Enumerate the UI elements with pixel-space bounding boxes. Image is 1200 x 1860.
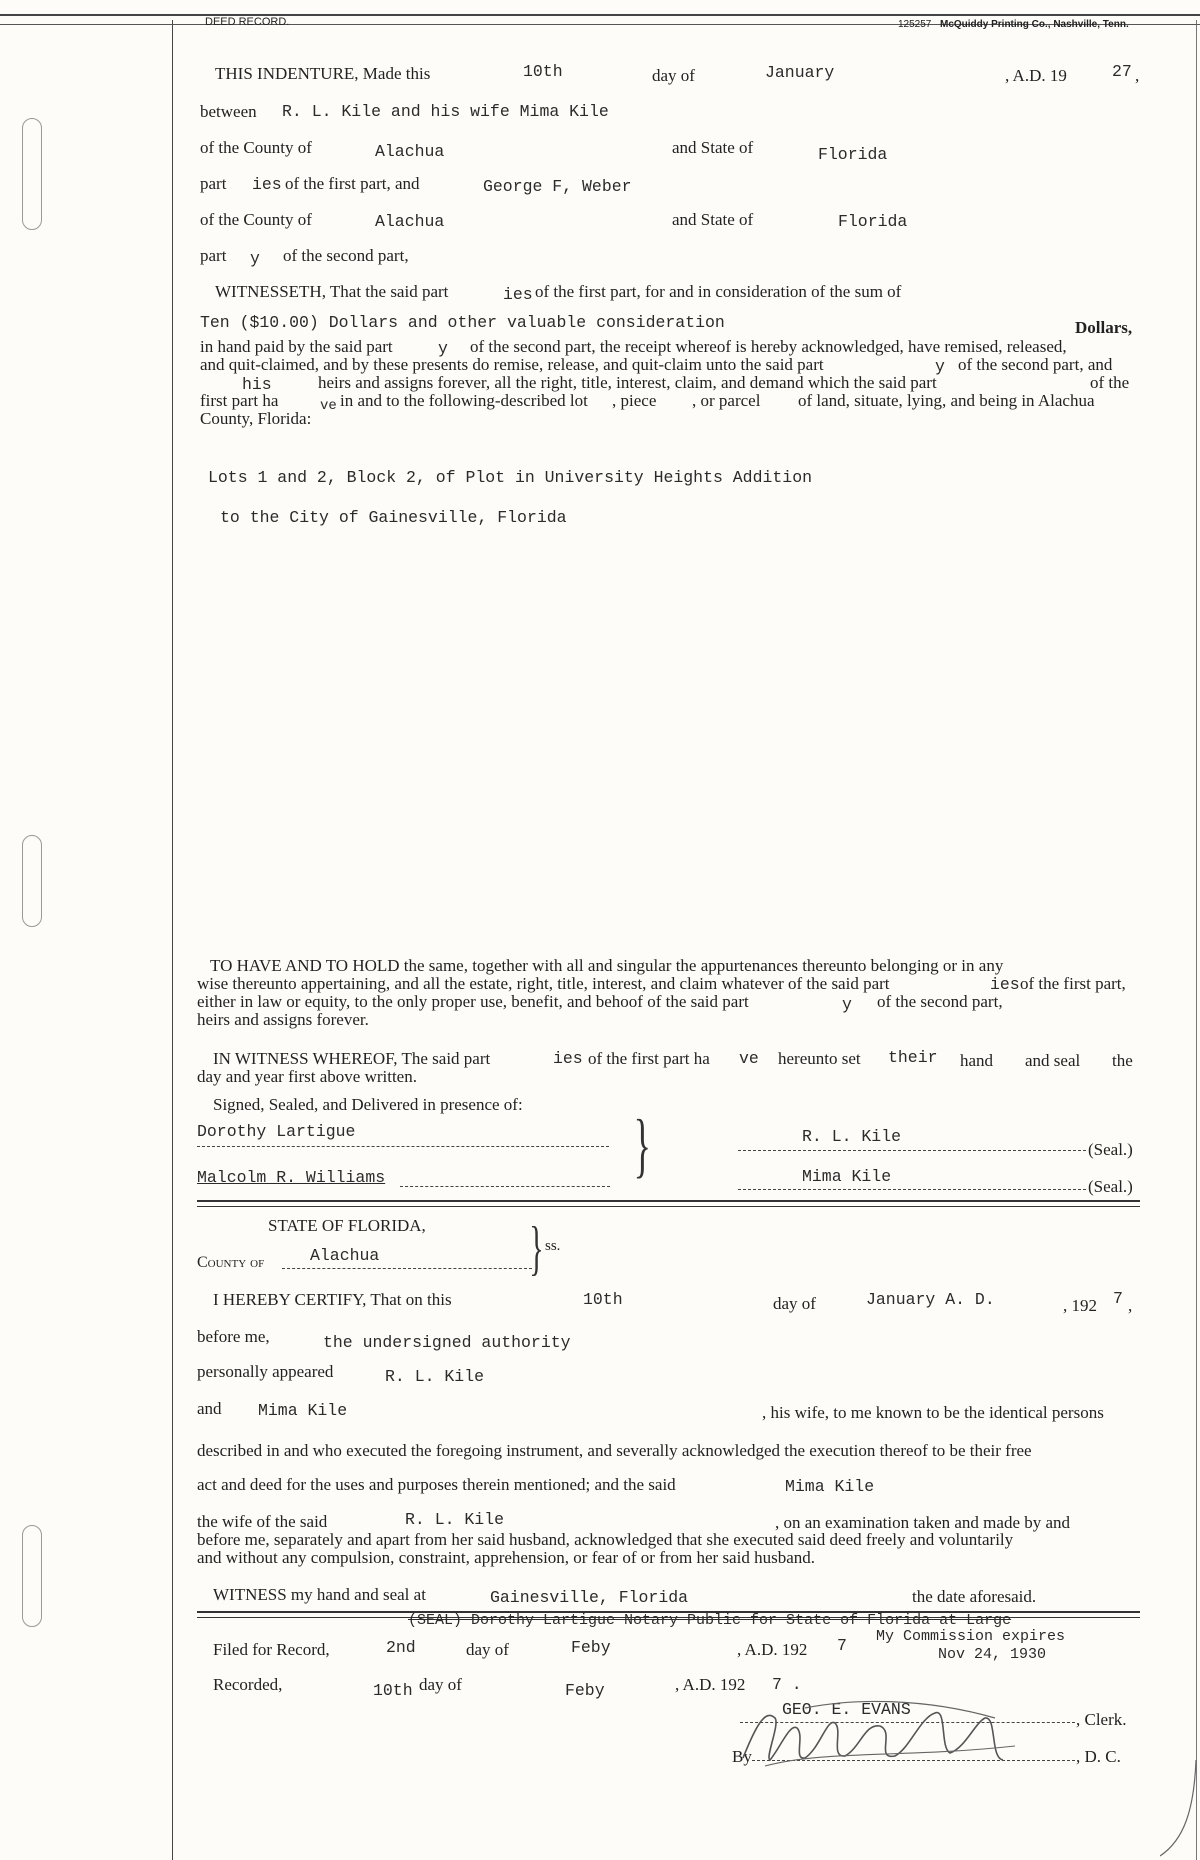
testimonium-line2: day and year first above written.: [197, 1067, 417, 1086]
grantor-1-line: [738, 1150, 1086, 1151]
form-title: DEED RECORD.: [205, 16, 290, 28]
witnesseth-line6d: , or parcel: [692, 391, 761, 410]
ack-exam-c: and without any compulsion, constraint, apprehension, or fear of or from her said husband.: [197, 1548, 815, 1567]
state-label-2: and State of: [672, 210, 754, 229]
ack-appeared: R. L. Kile: [385, 1367, 485, 1386]
county-label-1: of the County of: [200, 138, 312, 157]
filed-label: Filed for Record,: [213, 1640, 330, 1659]
ack-year: 7: [1113, 1289, 1123, 1308]
witnesseth-his: his: [242, 375, 272, 394]
ack-state: STATE OF FLORIDA,: [268, 1216, 426, 1235]
witnesseth-suffix1: ies: [503, 285, 533, 304]
signed-in-presence: Signed, Sealed, and Delivered in presence of:: [213, 1095, 523, 1114]
ack-his-wife: , his wife, to me known to be the identical persons: [762, 1403, 1104, 1422]
witnesseth-suffix6: ve: [320, 398, 337, 414]
testimonium-suffix: ies: [553, 1049, 583, 1068]
section-rule-1b: [197, 1206, 1140, 1207]
seal-label-1: (Seal.): [1088, 1140, 1133, 1159]
testimonium-hand: hand: [960, 1051, 994, 1070]
witnesseth-suffix3: y: [438, 339, 448, 358]
ack-witness-at: WITNESS my hand and seal at: [213, 1585, 426, 1604]
testimonium-their: their: [888, 1048, 938, 1067]
part-first-text: of the first part, and: [285, 174, 420, 193]
ack-county-line: [282, 1268, 532, 1269]
binder-hole-middle: [22, 835, 42, 927]
grantor-2-signature: Mima Kile: [802, 1167, 892, 1186]
witnesseth-line6e: of land, situate, lying, and being in Alachua: [798, 391, 1095, 410]
grantee-state: Florida: [838, 212, 908, 231]
between-label: between: [200, 102, 257, 121]
ack-authority: the undersigned authority: [323, 1333, 571, 1352]
ack-month: January A. D.: [866, 1290, 995, 1309]
ack-ss: ss.: [545, 1238, 561, 1254]
ack-and-label: and: [197, 1399, 222, 1418]
witnesseth-line7: County, Florida:: [200, 409, 312, 428]
clerk-label: , Clerk.: [1076, 1710, 1127, 1729]
grantor-2-line: [738, 1189, 1086, 1190]
property-line1: Lots 1 and 2, Block 2, of Plot in University Heights Addition: [208, 468, 812, 487]
recorded-label: Recorded,: [213, 1675, 283, 1694]
recorded-year: 7 .: [772, 1675, 802, 1694]
section-rule-1a: [197, 1200, 1140, 1202]
witnesseth-line4b: of the second part, and: [958, 355, 1113, 374]
testimonium-ve: ve: [739, 1049, 759, 1068]
indenture-year: 27: [1112, 62, 1132, 81]
witnesseth-line6b: in and to the following-described lot: [340, 391, 588, 410]
filed-day-of: day of: [466, 1640, 509, 1659]
indenture-day-of: day of: [652, 66, 695, 85]
ack-exam-b: before me, separately and apart from her said husband, acknowledged that she executed said deed freely and voluntarily: [197, 1530, 1014, 1549]
recorded-month: Feby: [565, 1681, 605, 1700]
consideration: Ten ($10.00) Dollars and other valuable consideration: [200, 313, 725, 332]
habendum-line4: heirs and assigns forever.: [197, 1010, 369, 1029]
grantor-county: Alachua: [375, 142, 445, 161]
grantee: George F, Weber: [483, 177, 632, 196]
binder-hole-bottom: [22, 1525, 42, 1627]
ack-day-of: day of: [773, 1294, 816, 1313]
filed-year: 7: [837, 1636, 847, 1655]
ack-year-prefix: , 192: [1063, 1296, 1097, 1315]
part-second-text: of the second part,: [283, 246, 409, 265]
filed-ad: , A.D. 192: [737, 1640, 808, 1659]
clerk-name: GEO. E. EVANS: [782, 1700, 911, 1719]
habendum-line2: wise thereunto appertaining, and all the estate, right, title, interest, and claim whatever of the said part: [197, 974, 890, 993]
habendum-line3: either in law or equity, to the only proper use, benefit, and behoof of the said part: [197, 992, 749, 1011]
witnesseth-line1b: of the first part, for and in consideration of the sum of: [535, 282, 902, 301]
ack-day: 10th: [583, 1290, 623, 1309]
ack-year-comma: ,: [1128, 1296, 1133, 1315]
part-first-suffix: ies: [252, 175, 282, 194]
indenture-day: 10th: [523, 62, 563, 81]
grantors: R. L. Kile and his wife Mima Kile: [282, 102, 609, 121]
county-label-2: of the County of: [200, 210, 312, 229]
ack-certify: I HEREBY CERTIFY, That on this: [213, 1290, 452, 1309]
part-first-label: part: [200, 174, 227, 193]
ack-act-and-deed: act and deed for the uses and purposes therein mentioned; and the said: [197, 1475, 676, 1494]
filed-day: 2nd: [386, 1638, 416, 1657]
witness-2-name: Malcolm R. Williams: [197, 1168, 386, 1187]
form-number: 125257: [898, 19, 932, 30]
commission-label: My Commission expires: [876, 1628, 1066, 1645]
witnesseth-suffix4: y: [935, 357, 945, 376]
witnesseth-line4: and quit-claimed, and by these presents do remise, release, and quit-claim unto the said part: [200, 355, 824, 374]
seal-label-2: (Seal.): [1088, 1177, 1133, 1196]
grantee-county: Alachua: [375, 212, 445, 231]
ack-wife: Mima Kile: [258, 1401, 348, 1420]
ack-bracket: }: [529, 1215, 544, 1281]
part-second-label: part: [200, 246, 227, 265]
ack-wife-of: the wife of the said: [197, 1512, 328, 1531]
dc-label: , D. C.: [1076, 1747, 1121, 1766]
habendum-line3b: of the second part,: [877, 992, 1003, 1011]
witness-1-name: Dorothy Lartigue: [197, 1122, 356, 1141]
dollars-label: Dollars,: [1075, 318, 1133, 337]
ack-exam-a: , on an examination taken and made by and: [775, 1513, 1071, 1532]
ack-described: described in and who executed the foregoing instrument, and severally acknowledged the execution thereof to be their free: [197, 1441, 1032, 1460]
indenture-year-comma: ,: [1135, 66, 1140, 85]
testimonium-line1: IN WITNESS WHEREOF, The said part: [213, 1049, 491, 1068]
part-second-suffix: y: [250, 249, 260, 268]
recorded-ad: , A.D. 192: [675, 1675, 746, 1694]
ack-place: Gainesville, Florida: [490, 1588, 689, 1607]
filed-month: Feby: [571, 1638, 611, 1657]
indenture-intro: THIS INDENTURE, Made this: [215, 64, 431, 83]
testimonium-seal: and seal: [1025, 1051, 1081, 1070]
witness-1-line: [197, 1146, 609, 1147]
ack-county-label: County of: [197, 1254, 265, 1271]
indenture-month: January: [765, 63, 835, 82]
witnesseth-line1: WITNESSETH, That the said part: [215, 282, 449, 301]
grantor-1-signature: R. L. Kile: [802, 1127, 902, 1146]
habendum-suffix2: ies: [990, 975, 1020, 994]
state-label-1: and State of: [672, 138, 754, 157]
property-line2: to the City of Gainesville, Florida: [220, 508, 567, 527]
ack-husband: R. L. Kile: [405, 1510, 505, 1529]
witnesseth-line6: first part ha: [200, 391, 279, 410]
habendum-suffix3: y: [842, 995, 852, 1014]
recorded-day-of: day of: [419, 1675, 462, 1694]
witness-2-line: [400, 1186, 610, 1187]
page-corner-curl: [1160, 1760, 1198, 1858]
witnesseth-line3: in hand paid by the said part: [200, 337, 393, 356]
by-label: By: [732, 1747, 752, 1766]
testimonium-the: the: [1112, 1051, 1133, 1070]
ack-county: Alachua: [310, 1246, 380, 1265]
indenture-ad: , A.D. 19: [1005, 66, 1067, 85]
ack-said-wife: Mima Kile: [785, 1477, 875, 1496]
printer-name: McQuiddy Printing Co., Nashville, Tenn.: [940, 19, 1129, 30]
witnesseth-line5: heirs and assigns forever, all the right, title, interest, claim, and demand which the said part: [318, 373, 937, 392]
testimonium-line1c: hereunto set: [778, 1049, 861, 1068]
ack-appeared-label: personally appeared: [197, 1362, 334, 1381]
deputy-clerk-signature: [735, 1688, 1035, 1783]
right-edge-rule: [1196, 20, 1197, 1860]
left-margin-rule: [172, 20, 173, 1860]
commission-date: Nov 24, 1930: [938, 1646, 1047, 1663]
ack-before-me: before me,: [197, 1327, 270, 1346]
habendum-line2b: of the first part,: [1020, 974, 1126, 993]
binder-hole-top: [22, 118, 42, 230]
witnesseth-line5b: of the: [1090, 373, 1130, 392]
recorded-day: 10th: [373, 1681, 413, 1700]
testimonium-line1b: of the first part ha: [588, 1049, 710, 1068]
witnesseth-line3b: of the second part, the receipt whereof is hereby acknowledged, have remised, released,: [470, 337, 1067, 356]
ack-date-aforesaid: the date aforesaid.: [912, 1587, 1037, 1606]
habendum-line1: TO HAVE AND TO HOLD the same, together with all and singular the appurtenances thereunto belonging or in any: [210, 956, 1004, 975]
grantor-state: Florida: [818, 145, 888, 164]
notary-line: (SEAL) Dorothy Lartigue Notary Public for State of Florida at Large: [408, 1612, 1012, 1629]
witnesseth-line6c: , piece: [612, 391, 657, 410]
witness-bracket: }: [633, 1105, 651, 1185]
